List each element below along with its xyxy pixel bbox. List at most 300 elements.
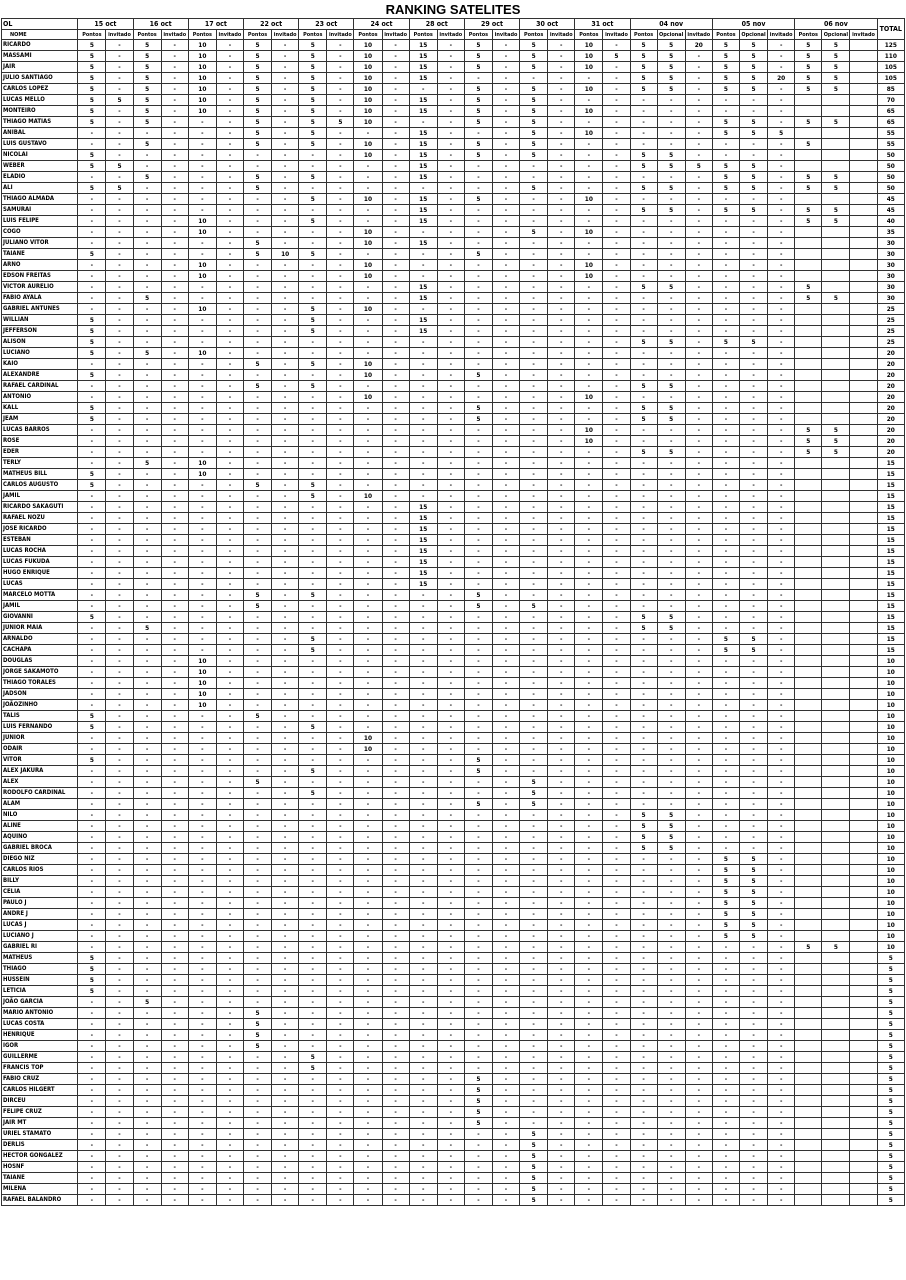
score-cell: - (409, 645, 437, 656)
score-cell: - (739, 964, 767, 975)
score-cell (822, 788, 850, 799)
score-cell: - (382, 139, 409, 150)
score-cell (795, 535, 822, 546)
score-cell: - (685, 227, 712, 238)
score-cell: - (354, 216, 382, 227)
score-cell (795, 480, 822, 491)
score-cell: - (437, 953, 464, 964)
score-cell: - (520, 447, 548, 458)
score-cell (822, 513, 850, 524)
score-cell: - (382, 733, 409, 744)
score-cell: - (768, 975, 795, 986)
score-cell: - (768, 491, 795, 502)
score-cell: - (161, 1074, 188, 1085)
score-cell: 5 (795, 73, 822, 84)
score-cell (795, 733, 822, 744)
score-cell: - (243, 513, 271, 524)
score-cell: - (630, 634, 657, 645)
score-cell (822, 689, 850, 700)
total-cell: 10 (877, 832, 904, 843)
score-cell: - (657, 1184, 685, 1195)
score-cell (795, 722, 822, 733)
score-cell: - (768, 722, 795, 733)
score-cell: - (739, 106, 767, 117)
score-cell: - (739, 1195, 767, 1206)
score-cell: - (354, 920, 382, 931)
score-cell: - (575, 821, 603, 832)
score-cell: - (464, 975, 492, 986)
score-cell (795, 1052, 822, 1063)
total-cell: 15 (877, 480, 904, 491)
table-row (2, 84, 905, 95)
score-cell: - (575, 480, 603, 491)
score-cell (795, 128, 822, 139)
score-cell: 5 (464, 590, 492, 601)
score-cell: - (327, 337, 354, 348)
score-cell: - (685, 513, 712, 524)
score-cell: - (712, 282, 739, 293)
score-cell: - (409, 1008, 437, 1019)
score-cell: - (161, 810, 188, 821)
score-cell: - (768, 909, 795, 920)
score-cell: - (492, 51, 519, 62)
score-cell: - (161, 73, 188, 84)
score-cell: - (630, 348, 657, 359)
score-cell: - (548, 678, 575, 689)
score-cell: - (630, 557, 657, 568)
score-cell: - (327, 161, 354, 172)
score-cell (795, 326, 822, 337)
score-cell: - (216, 1030, 243, 1041)
score-cell: - (712, 590, 739, 601)
score-cell: - (464, 1041, 492, 1052)
score-cell: - (106, 1052, 133, 1063)
score-cell: 5 (822, 40, 850, 51)
score-cell: - (575, 656, 603, 667)
score-cell: - (216, 909, 243, 920)
score-cell: - (575, 799, 603, 810)
subcolumn-header: invitado (850, 30, 877, 40)
score-cell: - (216, 546, 243, 557)
score-cell: 15 (409, 95, 437, 106)
score-cell: - (575, 1184, 603, 1195)
score-cell: - (299, 1118, 327, 1129)
score-cell: - (161, 689, 188, 700)
score-cell: - (133, 964, 161, 975)
score-cell: - (657, 678, 685, 689)
score-cell: - (161, 656, 188, 667)
score-cell (850, 766, 877, 777)
score-cell: - (603, 964, 630, 975)
score-cell: - (603, 854, 630, 865)
score-cell: 5 (78, 62, 106, 73)
score-cell: - (520, 238, 548, 249)
score-cell: - (409, 227, 437, 238)
score-cell: - (492, 810, 519, 821)
score-cell: - (382, 414, 409, 425)
score-cell: - (492, 205, 519, 216)
score-cell: - (188, 799, 216, 810)
player-name: JEFFERSON (2, 326, 78, 337)
score-cell: - (437, 337, 464, 348)
score-cell: - (382, 502, 409, 513)
score-cell: 5 (464, 117, 492, 128)
score-cell: - (133, 1019, 161, 1030)
score-cell: - (464, 128, 492, 139)
score-cell: - (382, 128, 409, 139)
score-cell: 5 (106, 161, 133, 172)
score-cell: - (464, 777, 492, 788)
score-cell (850, 832, 877, 843)
score-cell: 5 (299, 766, 327, 777)
score-cell: - (548, 205, 575, 216)
score-cell: - (739, 689, 767, 700)
score-cell: - (492, 964, 519, 975)
score-cell: - (685, 645, 712, 656)
score-cell (822, 656, 850, 667)
score-cell (822, 458, 850, 469)
score-cell: - (243, 667, 271, 678)
total-cell: 10 (877, 799, 904, 810)
score-cell: - (548, 689, 575, 700)
score-cell: - (520, 810, 548, 821)
score-cell: - (133, 667, 161, 678)
score-cell: - (548, 447, 575, 458)
score-cell: - (243, 271, 271, 282)
score-cell: - (437, 249, 464, 260)
score-cell: - (409, 942, 437, 953)
score-cell: - (161, 535, 188, 546)
score-cell: - (603, 788, 630, 799)
score-cell: - (492, 920, 519, 931)
table-row (2, 249, 905, 260)
score-cell: 10 (354, 359, 382, 370)
score-cell (850, 667, 877, 678)
score-cell: - (382, 282, 409, 293)
score-cell: - (464, 887, 492, 898)
score-cell: - (437, 271, 464, 282)
score-cell: - (712, 1085, 739, 1096)
score-cell: - (712, 1129, 739, 1140)
score-cell: - (161, 524, 188, 535)
score-cell: - (272, 722, 299, 733)
score-cell: - (106, 634, 133, 645)
score-cell: - (106, 381, 133, 392)
score-cell: - (216, 601, 243, 612)
score-cell: - (630, 722, 657, 733)
score-cell: - (685, 557, 712, 568)
table-row (2, 601, 905, 612)
total-cell: 15 (877, 513, 904, 524)
score-cell: - (272, 1195, 299, 1206)
total-cell: 10 (877, 656, 904, 667)
score-cell: - (354, 326, 382, 337)
score-cell: - (161, 854, 188, 865)
table-row (2, 304, 905, 315)
table-row (2, 271, 905, 282)
score-cell: - (437, 1118, 464, 1129)
score-cell: - (133, 414, 161, 425)
total-cell: 30 (877, 271, 904, 282)
score-cell: - (657, 106, 685, 117)
score-cell: - (739, 238, 767, 249)
score-cell: - (492, 986, 519, 997)
score-cell: - (243, 1184, 271, 1195)
score-cell: - (685, 304, 712, 315)
score-cell: - (299, 1162, 327, 1173)
score-cell: - (106, 700, 133, 711)
score-cell: - (409, 656, 437, 667)
score-cell (822, 821, 850, 832)
score-cell: - (78, 733, 106, 744)
score-cell: - (78, 821, 106, 832)
score-cell: 15 (409, 128, 437, 139)
score-cell: - (216, 1052, 243, 1063)
score-cell: - (78, 227, 106, 238)
score-cell: - (133, 1129, 161, 1140)
score-cell: 10 (354, 392, 382, 403)
score-cell: 15 (409, 282, 437, 293)
score-cell: - (712, 722, 739, 733)
score-cell: - (603, 183, 630, 194)
score-cell: - (272, 447, 299, 458)
score-cell: - (188, 194, 216, 205)
score-cell: - (133, 711, 161, 722)
score-cell: 5 (739, 84, 767, 95)
score-cell: - (548, 546, 575, 557)
score-cell (850, 777, 877, 788)
score-cell: - (548, 1030, 575, 1041)
score-cell: - (382, 172, 409, 183)
score-cell: - (354, 832, 382, 843)
score-cell: - (739, 524, 767, 535)
score-cell: - (78, 1173, 106, 1184)
score-cell: 15 (409, 216, 437, 227)
score-cell: 5 (520, 1184, 548, 1195)
score-cell: - (768, 1151, 795, 1162)
player-name: VITOR (2, 755, 78, 766)
score-cell: - (437, 700, 464, 711)
score-cell: - (575, 447, 603, 458)
score-cell: - (520, 1052, 548, 1063)
table-row (2, 1195, 905, 1206)
score-cell: - (299, 1008, 327, 1019)
score-cell: - (685, 832, 712, 843)
score-cell (795, 249, 822, 260)
score-cell: - (768, 535, 795, 546)
total-cell: 30 (877, 260, 904, 271)
score-cell: - (548, 106, 575, 117)
header-row-dates (2, 19, 905, 30)
score-cell: - (603, 645, 630, 656)
score-cell: - (492, 95, 519, 106)
score-cell: - (575, 568, 603, 579)
score-cell: - (685, 986, 712, 997)
table-row (2, 1118, 905, 1129)
score-cell (850, 634, 877, 645)
score-cell: - (712, 381, 739, 392)
score-cell (850, 1019, 877, 1030)
score-cell: - (78, 557, 106, 568)
corner-cell: OL (2, 19, 78, 30)
score-cell: - (382, 447, 409, 458)
score-cell: - (188, 414, 216, 425)
total-header: TOTAL (877, 19, 904, 40)
score-cell: - (575, 931, 603, 942)
score-cell: 5 (133, 51, 161, 62)
score-cell: - (133, 1107, 161, 1118)
score-cell (795, 1096, 822, 1107)
score-cell: - (327, 381, 354, 392)
score-cell: - (327, 414, 354, 425)
score-cell: - (768, 711, 795, 722)
score-cell: - (327, 1041, 354, 1052)
score-cell: - (657, 139, 685, 150)
score-cell: - (106, 887, 133, 898)
score-cell: - (437, 315, 464, 326)
score-cell: - (492, 535, 519, 546)
score-cell: - (768, 381, 795, 392)
score-cell: - (354, 810, 382, 821)
score-cell: - (520, 161, 548, 172)
score-cell (822, 1074, 850, 1085)
score-cell: - (657, 1107, 685, 1118)
score-cell: 5 (78, 51, 106, 62)
score-cell: - (106, 568, 133, 579)
score-cell (795, 777, 822, 788)
player-name: VICTOR AURELIO (2, 282, 78, 293)
table-row (2, 458, 905, 469)
score-cell: - (243, 227, 271, 238)
score-cell: - (739, 480, 767, 491)
score-cell: 5 (712, 876, 739, 887)
score-cell: - (216, 359, 243, 370)
score-cell: - (327, 986, 354, 997)
score-cell: - (630, 711, 657, 722)
score-cell: - (520, 931, 548, 942)
total-cell: 20 (877, 381, 904, 392)
table-row (2, 1107, 905, 1118)
score-cell: - (299, 986, 327, 997)
score-cell: - (382, 546, 409, 557)
score-cell: - (188, 1151, 216, 1162)
score-cell: 10 (575, 194, 603, 205)
score-cell: - (327, 612, 354, 623)
score-cell: - (685, 711, 712, 722)
score-cell: - (78, 799, 106, 810)
score-cell: 5 (464, 1118, 492, 1129)
score-cell: - (712, 458, 739, 469)
player-name: FABIO AYALA (2, 293, 78, 304)
score-cell: - (382, 1107, 409, 1118)
score-cell: 5 (299, 128, 327, 139)
score-cell: - (299, 711, 327, 722)
score-cell: - (188, 568, 216, 579)
score-cell: - (464, 1063, 492, 1074)
score-cell: - (409, 843, 437, 854)
score-cell: - (548, 1074, 575, 1085)
score-cell: - (188, 1008, 216, 1019)
score-cell: - (685, 1151, 712, 1162)
score-cell: - (327, 194, 354, 205)
score-cell: - (437, 304, 464, 315)
score-cell: - (216, 282, 243, 293)
score-cell: - (575, 1030, 603, 1041)
total-cell: 20 (877, 403, 904, 414)
total-cell: 85 (877, 84, 904, 95)
score-cell: - (188, 1041, 216, 1052)
score-cell: - (437, 1063, 464, 1074)
table-row (2, 986, 905, 997)
score-cell: - (382, 161, 409, 172)
table-row (2, 1041, 905, 1052)
subcolumn-header: invitado (437, 30, 464, 40)
score-cell: - (382, 634, 409, 645)
score-cell: 5 (822, 73, 850, 84)
score-cell: 5 (78, 480, 106, 491)
score-cell: - (520, 513, 548, 524)
score-cell: - (520, 1074, 548, 1085)
score-cell: - (603, 821, 630, 832)
score-cell: - (106, 1030, 133, 1041)
score-cell: - (243, 403, 271, 414)
score-cell: - (354, 524, 382, 535)
score-cell: - (299, 777, 327, 788)
score-cell: - (161, 304, 188, 315)
score-cell: - (548, 876, 575, 887)
score-cell: - (603, 128, 630, 139)
subcolumn-header: Opcional (823, 31, 849, 38)
score-cell: 10 (188, 227, 216, 238)
table-row (2, 216, 905, 227)
score-cell: - (354, 1041, 382, 1052)
table-row (2, 447, 905, 458)
score-cell: 5 (243, 106, 271, 117)
score-cell: - (492, 271, 519, 282)
player-name: JOSE RICARDO (2, 524, 78, 535)
score-cell: - (161, 986, 188, 997)
score-cell (795, 392, 822, 403)
score-cell: - (739, 1162, 767, 1173)
table-row (2, 359, 905, 370)
score-cell: - (492, 293, 519, 304)
total-cell: 5 (877, 1008, 904, 1019)
score-cell: 5 (78, 348, 106, 359)
score-cell: - (382, 249, 409, 260)
score-cell: - (327, 227, 354, 238)
player-name: GIOVANNI (2, 612, 78, 623)
score-cell: 5 (464, 414, 492, 425)
score-cell: - (739, 722, 767, 733)
score-cell: - (327, 909, 354, 920)
score-cell: - (464, 293, 492, 304)
score-cell: - (685, 810, 712, 821)
score-cell: - (161, 843, 188, 854)
score-cell: - (382, 1085, 409, 1096)
score-cell: - (327, 535, 354, 546)
score-cell: - (657, 788, 685, 799)
score-cell: - (243, 975, 271, 986)
score-cell: 10 (188, 106, 216, 117)
score-cell: - (327, 1195, 354, 1206)
score-cell (850, 293, 877, 304)
score-cell: - (520, 249, 548, 260)
score-cell: - (520, 656, 548, 667)
score-cell: - (437, 414, 464, 425)
score-cell: - (739, 821, 767, 832)
score-cell: - (382, 788, 409, 799)
score-cell: - (657, 458, 685, 469)
